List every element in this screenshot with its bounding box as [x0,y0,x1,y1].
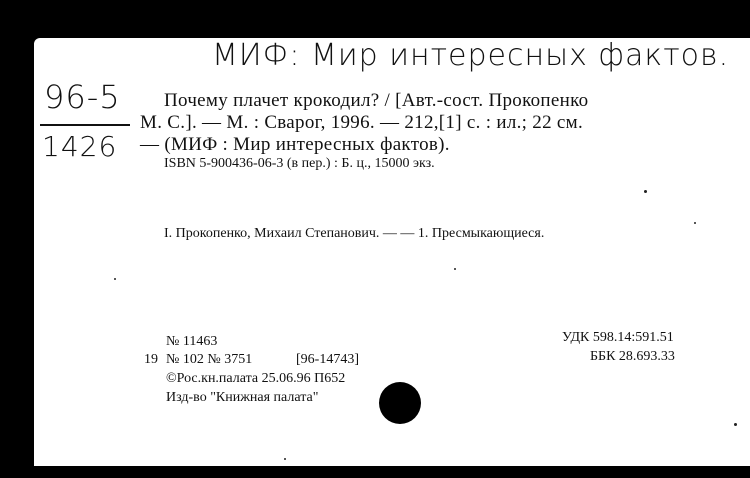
catalog-card [34,38,750,466]
scan-speck [644,190,647,193]
card-number: № 11463 [166,334,218,349]
udk-code: УДК 598.14:591.51 [562,330,674,345]
year-prefix: 19 [144,352,158,367]
shelf-mark-bottom: 1426 [42,130,118,163]
entry-line-3: — (МИФ : Мир интересных фактов). [140,134,450,155]
handwritten-series-title: МИФ: Мир интересных фактов. [212,38,730,73]
registry-numbers: № 102 № 3751 [166,352,253,367]
scan-speck [284,458,286,460]
publisher-line: Изд-во "Книжная палата" [166,390,319,405]
scan-speck [454,268,456,270]
entry-line-1: Почему плачет крокодил? / [Авт.-сост. Прокопенко [164,90,589,111]
isbn-line: ISBN 5-900436-06-3 (в пер.) : Б. ц., 15000 экз. [164,156,435,171]
scan-speck [694,222,696,224]
shelf-mark-divider [40,124,130,126]
scan-speck [114,278,116,280]
shelf-mark-top: 96-5 [44,78,121,116]
bbk-code: ББК 28.693.33 [590,349,675,364]
copyright-line: ©Рос.кн.палата 25.06.96 П652 [166,371,346,386]
registry-bracket: [96-14743] [296,352,359,367]
punch-hole [379,382,421,424]
tracings-line: I. Прокопенко, Михаил Степанович. — — 1. Пресмыкающиеся. [164,226,545,241]
entry-line-2: М. С.]. — М. : Сварог, 1996. — 212,[1] с. : ил.; 22 см. [140,112,584,133]
scan-speck [734,423,737,426]
